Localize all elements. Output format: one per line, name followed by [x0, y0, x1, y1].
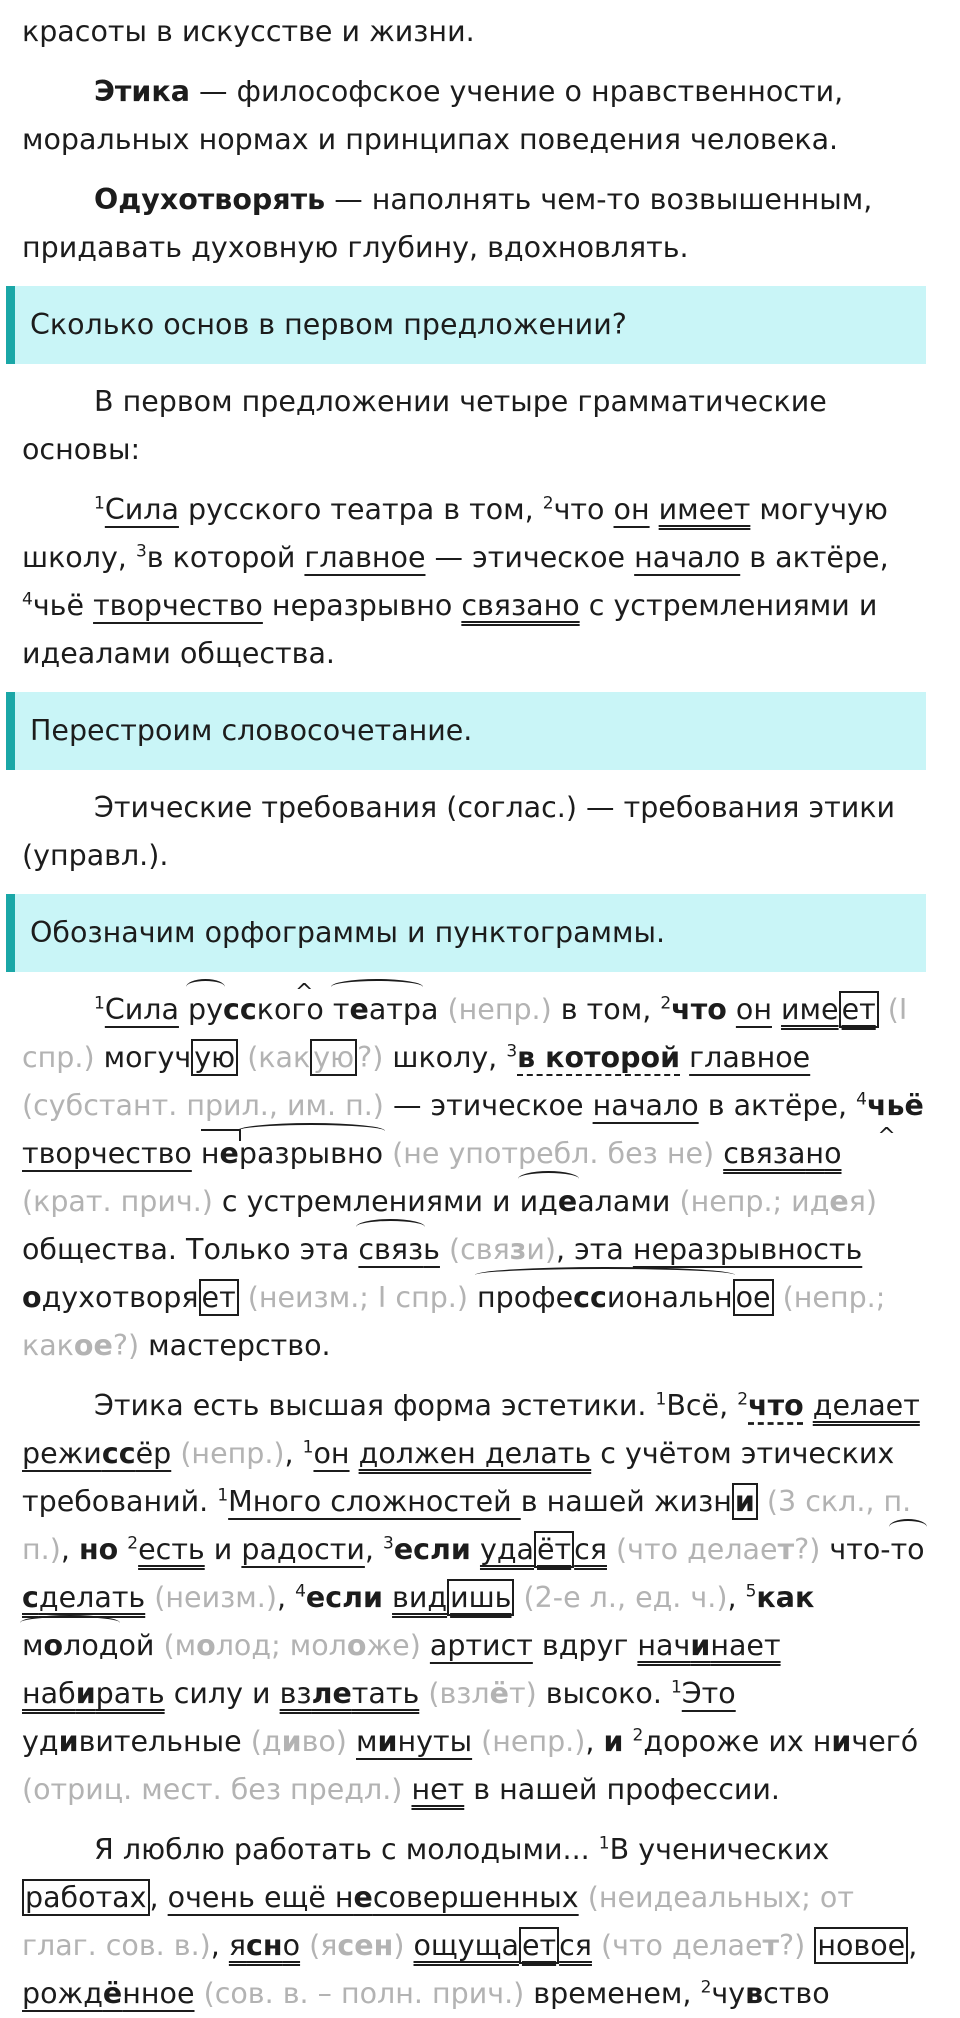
- question-heading: Сколько основ в первом предложении?: [6, 286, 926, 364]
- orthogram-analysis-2: Этика есть высшая форма эстетики. $^1$Всё, $^2$что делает режиссёр (непр.), $^1$он должен делать с учётом этических требований. $^1$Много сложностей в нашей жизн и (3 скл., п. п.), но $^2$есть и радости, $^3$если уда ёт ся (что делает?) что-то сделать (неизм.), $^4$если вид ишь (2-е л., ед. ч.), $^5$как молодой (молод; моложе) артист вдруг начинает набирать силу и взлетать (взлёт) высоко. $^1$Это удивительные (диво) минуты (непр.), и $^2$дороже их ничегó (отриц. мест. без предл.) нет в нашей профессии.: [22, 1389, 925, 1806]
- definition-odukhotvoryat: [22, 176, 932, 272]
- term: Этика: [94, 75, 190, 108]
- definition-etika: [22, 68, 932, 164]
- definition-text: — наполнять чем-то возвышенным, придавать духовную глубину, вдохновлять.: [22, 183, 873, 264]
- question-heading: Перестроим словосочетание.: [6, 692, 926, 770]
- answer-intro: В первом предложении четыре грамматические основы:: [22, 385, 827, 466]
- term: Одухотворять: [94, 183, 326, 216]
- question-heading: Обозначим орфограммы и пунктограммы.: [6, 894, 926, 972]
- definition-text: — философское учение о нравственности, моральных нормах и принципах поведения человека.: [22, 75, 844, 156]
- orthogram-analysis-1: $^1$Сила ру^ сского театра (непр.) в том, $^2$что он име ет (I спр.) могуч ую (как ую ?) школу, $^3$в которой главное (субстант. прил., им. п.) — этическое начало в актёре, $^4$чьё творчество неразрывно (не употребл. без не) связа^ но (крат. прич.) с устремлениями и идеалами (непр.; идея) общества. Только эта связь (связи), эта неразрывность одухотворя ет (неизм.; I спр.) профессиональн ое (непр.; какое?) мастерство.: [22, 986, 932, 1370]
- orthogram-analysis-3: Я люблю работать с молодыми... $^1$В ученических работах , очень ещё несовершенных (неидеальных; от глаг. сов. в.), ясно (ясен) ощуща ет ся (что делает?) новое , рождённое (сов. в. – полн. прич.) временем, $^2$чувство: [22, 1833, 918, 2010]
- text-line: красоты в искусстве и жизни.: [22, 15, 475, 48]
- sentence-analysis-bases: $^1$Сила русского театра в том, $^2$что он имеет могучую школу, $^3$в которой главное — этическое начало в актёре, $^4$чьё творчество неразрывно связано с устремлениями и идеалами общества.: [22, 493, 889, 670]
- answer-text: Этические требования (соглас.) — требования этики (управл.).: [22, 791, 895, 872]
